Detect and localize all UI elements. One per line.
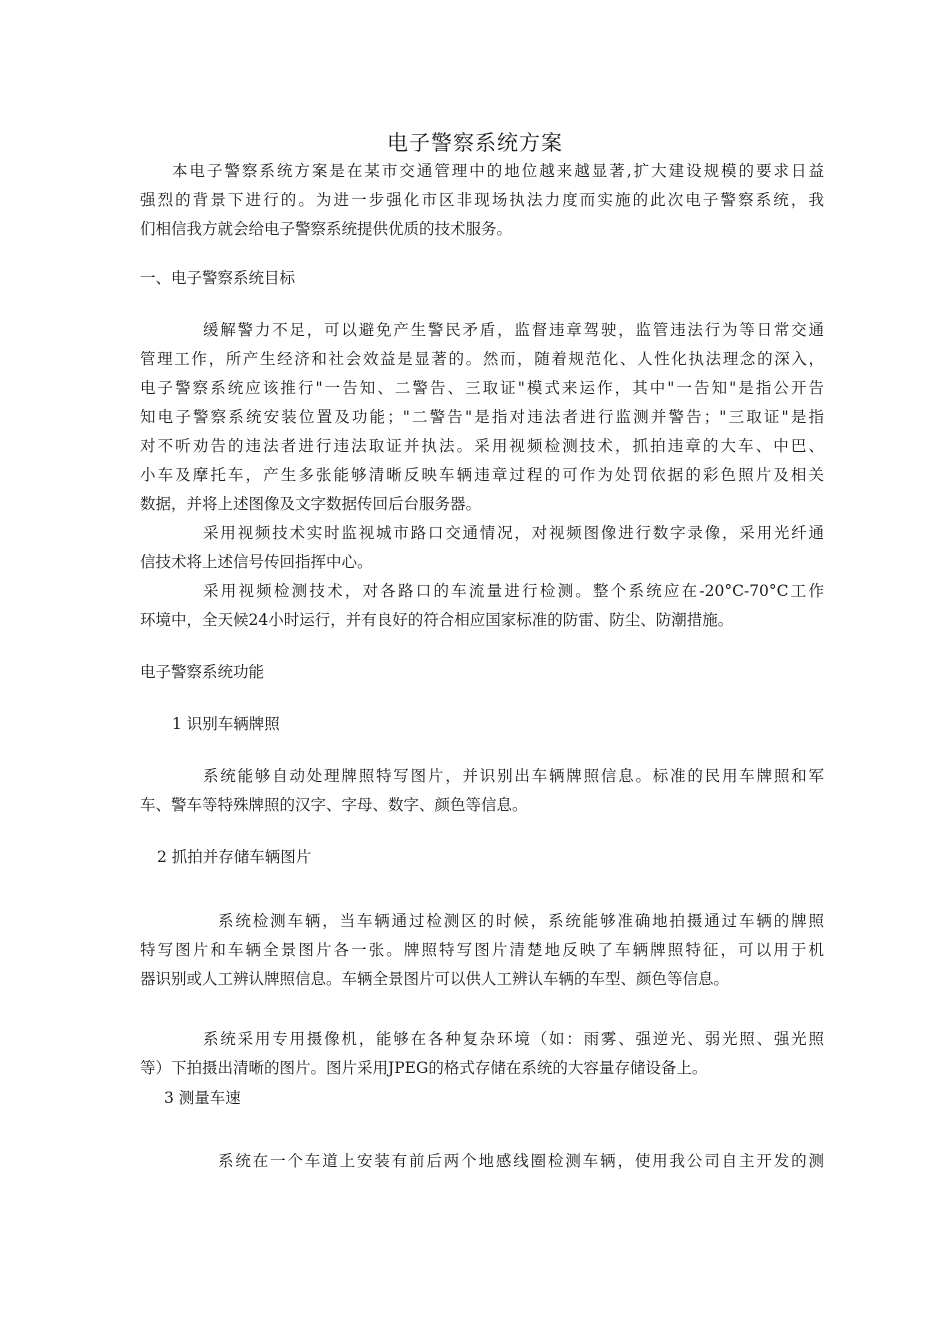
function-heading-plate-recognition: 1 识别车辆牌照 xyxy=(172,715,280,733)
goal-para1-line-2: 管理工作，所产生经济和社会效益是显著的。然而，随着规范化、人性化执法理念的深入， xyxy=(140,350,824,368)
function-heading-capture-storage: 2 抓拍并存储车辆图片 xyxy=(157,848,312,866)
intro-line-1: 本电子警察系统方案是在某市交通管理中的地位越来越显著,扩大建设规模的要求日益 xyxy=(172,162,824,180)
goal-para1-line-1: 缓解警力不足，可以避免产生警民矛盾，监督违章驾驶，监管违法行为等日常交通 xyxy=(203,321,824,339)
goal-para1-line-4: 知电子警察系统安装位置及功能；"二警告"是指对违法者进行监测并警告；"三取证"是指 xyxy=(140,408,824,426)
func2-para1-line-2: 特写图片和车辆全景图片各一张。牌照特写图片清楚地反映了车辆牌照特征，可以用于机 xyxy=(140,941,824,959)
section-heading-functions: 电子警察系统功能 xyxy=(140,663,265,681)
function-heading-speed-measurement: 3 测量车速 xyxy=(164,1089,241,1107)
func2-para2-line-1: 系统采用专用摄像机，能够在各种复杂环境（如：雨雾、强逆光、弱光照、强光照 xyxy=(203,1030,824,1048)
goal-para1-line-7: 数据，并将上述图像及文字数据传回后台服务器。 xyxy=(140,495,482,513)
func2-para2-line-2: 等）下拍摄出清晰的图片。图片采用JPEG的格式存储在系统的大容量存储设备上。 xyxy=(140,1059,708,1077)
goal-para3-line-2: 环境中，全天候24小时运行，并有良好的符合相应国家标准的防雷、防尘、防潮措施。 xyxy=(140,611,734,629)
func3-line-1: 系统在一个车道上安装有前后两个地感线圈检测车辆，使用我公司自主开发的测 xyxy=(218,1152,824,1170)
intro-line-2: 强烈的背景下进行的。为进一步强化市区非现场执法力度而实施的此次电子警察系统，我 xyxy=(140,191,824,209)
goal-para1-line-5: 对不听劝告的违法者进行违法取证并执法。采用视频检测技术，抓拍违章的大车、中巴、 xyxy=(140,437,824,455)
func1-line-1: 系统能够自动处理牌照特写图片，并识别出车辆牌照信息。标准的民用车牌照和军 xyxy=(203,767,824,785)
goal-para2-line-2: 信技术将上述信号传回指挥中心。 xyxy=(140,553,373,571)
goal-para1-line-3: 电子警察系统应该推行"一告知、二警告、三取证"模式来运作，其中"一告知"是指公开告 xyxy=(140,379,824,397)
func1-line-2: 车、警车等特殊牌照的汉字、字母、数字、颜色等信息。 xyxy=(140,796,528,814)
page-title: 电子警察系统方案 xyxy=(387,131,563,155)
section-heading-goals: 一、电子警察系统目标 xyxy=(140,269,296,287)
func2-para1-line-3: 器识别或人工辨认牌照信息。车辆全景图片可以供人工辨认车辆的车型、颜色等信息。 xyxy=(140,970,730,988)
goal-para2-line-1: 采用视频技术实时监视城市路口交通情况，对视频图像进行数字录像，采用光纤通 xyxy=(203,524,824,542)
intro-line-3: 们相信我方就会给电子警察系统提供优质的技术服务。 xyxy=(140,220,513,238)
goal-para3-line-1: 采用视频检测技术，对各路口的车流量进行检测。整个系统应在-20°C-70°C工作 xyxy=(203,582,824,600)
goal-para1-line-6: 小车及摩托车，产生多张能够清晰反映车辆违章过程的可作为处罚依据的彩色照片及相关 xyxy=(140,466,824,484)
func2-para1-line-1: 系统检测车辆，当车辆通过检测区的时候，系统能够准确地拍摄通过车辆的牌照 xyxy=(218,912,824,930)
